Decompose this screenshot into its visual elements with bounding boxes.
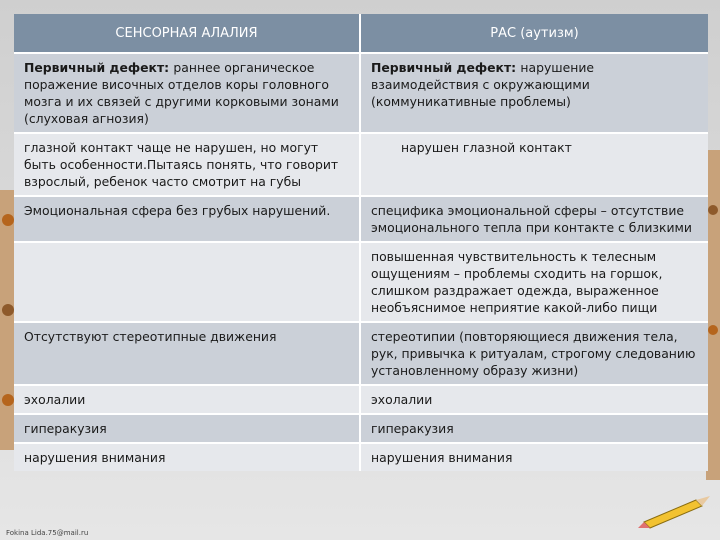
decorative-border-right: [706, 150, 720, 480]
table-cell-left: гиперакузия: [14, 414, 360, 443]
author-credit: Fokina Lida.75@mail.ru: [6, 529, 89, 537]
table-cell-left: [14, 53, 360, 133]
table-row: [14, 385, 708, 414]
table-row: [14, 242, 708, 322]
table-cell-left: Эмоциональная сфера без грубых нарушений.: [14, 196, 360, 242]
header-autism: РАС (аутизм): [360, 14, 708, 53]
table-header-row: [14, 14, 708, 53]
table-cell-right: повышенная чувствительность к телесным ощущениям – проблемы сходить на горшок, слишком раздражает одежда, выраженное необъяснимое неприятие какой-либо пищи: [360, 242, 708, 322]
table-row: [14, 53, 708, 133]
table-cell-right: гиперакузия: [360, 414, 708, 443]
table-cell-left: [14, 242, 360, 322]
table-cell-left: Отсутствуют стереотипные движения: [14, 322, 360, 385]
table-cell-right: стереотипии (повторяющиеся движения тела, рук, привычка к ритуалам, строгому следованию установленному образу жизни): [360, 322, 708, 385]
comparison-table: [14, 14, 708, 471]
table-row: [14, 322, 708, 385]
table-row: [14, 133, 708, 196]
header-sensory-alalia: СЕНСОРНАЯ АЛАЛИЯ: [14, 14, 360, 53]
primary-defect-label: Первичный дефект:: [24, 60, 174, 75]
table-cell-right: [360, 53, 708, 133]
table-cell-right: нарушения внимания: [360, 443, 708, 471]
comparison-table-wrapper: [14, 14, 708, 471]
table-cell-right: специфика эмоциональной сферы – отсутствие эмоционального тепла при контакте с близкими: [360, 196, 708, 242]
cell-text: нарушение взаимодействия с окружающими (коммуникативные проблемы): [371, 60, 595, 109]
table-row: [14, 196, 708, 242]
table-row: [14, 414, 708, 443]
cell-text: раннее органическое поражение височных отделов коры головного мозга и их связей с другими корковыми зонами (слуховая агнозия): [24, 60, 339, 126]
pencil-decoration-icon: [634, 492, 714, 532]
primary-defect-label: Первичный дефект:: [371, 60, 521, 75]
table-row: [14, 443, 708, 471]
table-cell-left: эхолалии: [14, 385, 360, 414]
table-cell-left: глазной контакт чаще не нарушен, но могут быть особенности.Пытаясь понять, что говорит взрослый, ребенок часто смотрит на губы: [14, 133, 360, 196]
table-cell-left: нарушения внимания: [14, 443, 360, 471]
table-cell-right: нарушен глазной контакт: [360, 133, 708, 196]
table-cell-right: эхолалии: [360, 385, 708, 414]
